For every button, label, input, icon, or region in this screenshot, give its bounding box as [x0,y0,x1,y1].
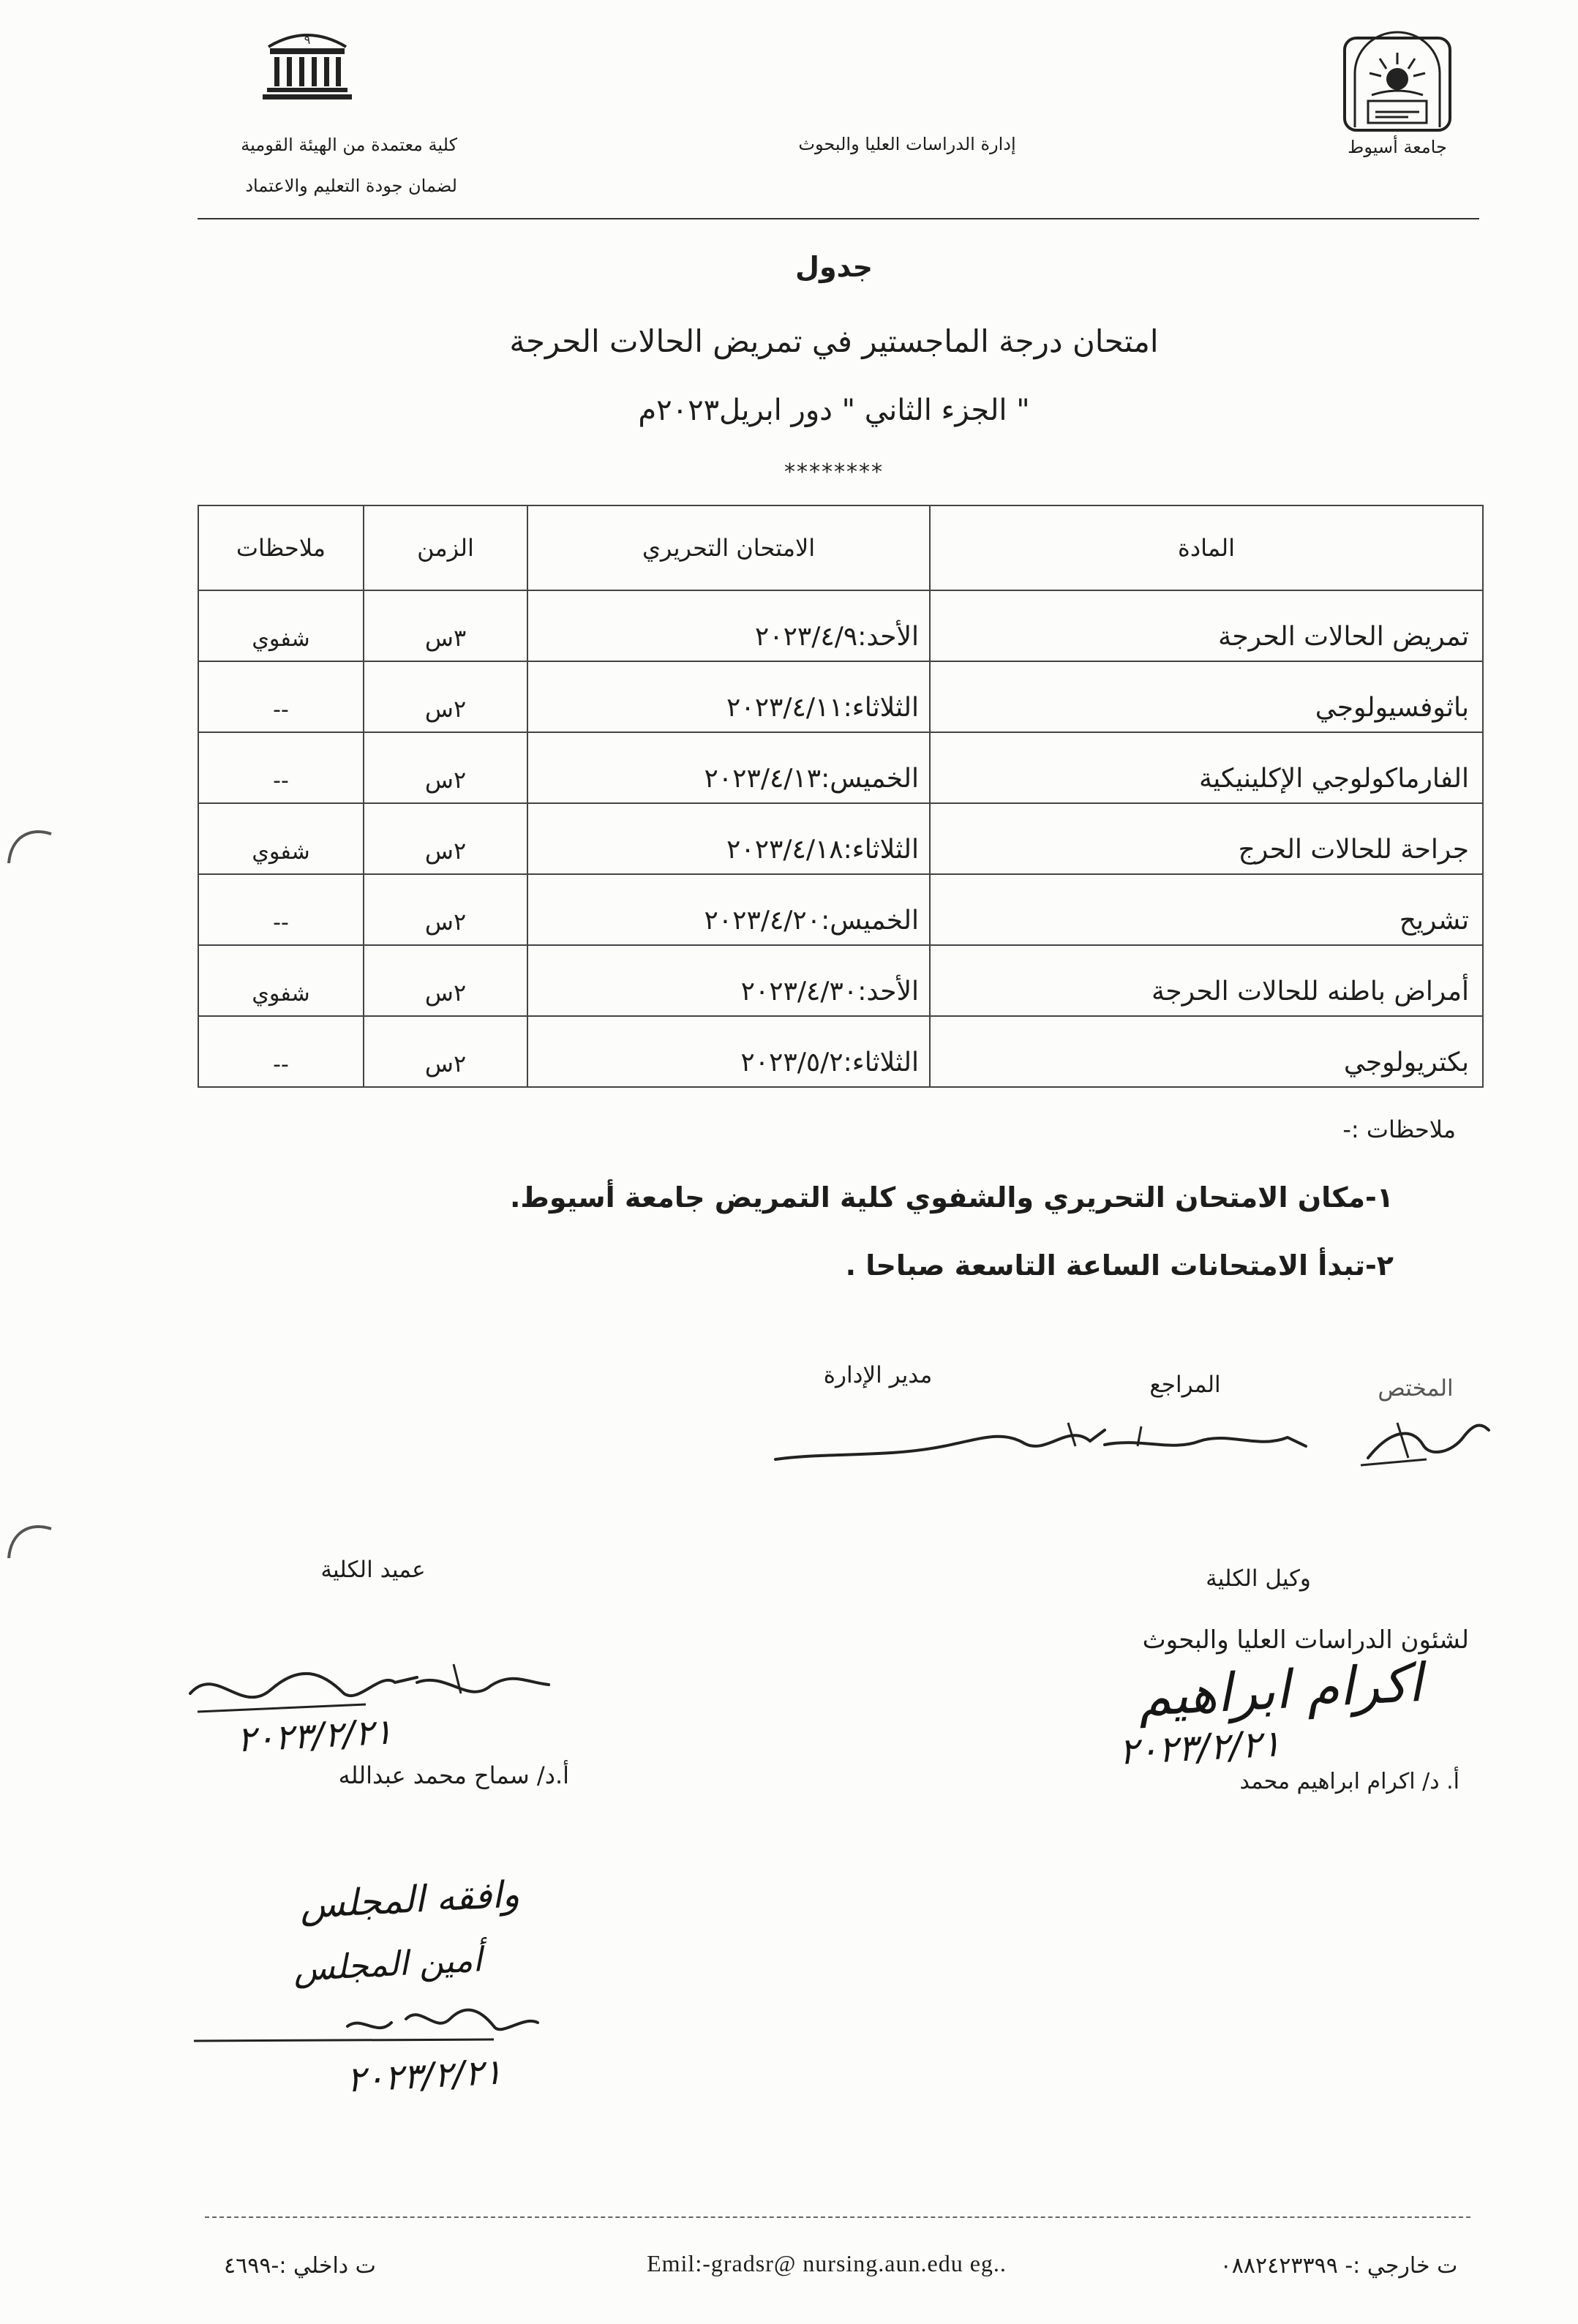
vice-dean-title: وكيل الكلية [1206,1565,1311,1592]
staff-signatures [761,1401,1492,1481]
faculty-accreditation [176,124,457,206]
vice-dean-handwritten-signature: اكرام ابراهيم [1136,1651,1424,1729]
cell-subject: تشريح [930,874,1483,945]
cell-subject: بكتريولوجي [930,1016,1483,1087]
vice-dean-handwritten-date: ٢٠٢٣/٢/٢١ [1117,1722,1282,1773]
cell-subject: باثوفسيولوجي [930,661,1483,732]
department-name: إدارة الدراسات العليا والبحوث [798,134,1016,154]
cell-duration: ٢س [364,945,527,1016]
punch-hole-mark [0,1514,66,1580]
table-row [198,661,1483,732]
faculty-accreditation-line1: كلية معتمدة من الهيئة القومية [241,135,457,155]
cell-notes: -- [198,661,364,732]
table-row [198,590,1483,661]
cell-duration: ٢س [364,1016,527,1087]
cell-duration: ٢س [364,732,527,803]
cell-written-exam: الثلاثاء:٢٠٢٣/٥/٢ [527,1016,930,1087]
council-secretary-handwriting: أمين المجلس [292,1939,484,1989]
contact-email: Emil:-gradsr@ nursing.aun.edu eg.. [647,2250,1007,2276]
header-duration: الزمن [364,505,527,590]
exam-title: امتحان درجة الماجستير في تمريض الحالات الحرجة [509,323,1159,359]
cell-written-exam: الأحد:٢٠٢٣/٤/٩ [527,590,930,661]
note-item: ١-مكان الامتحان التحريري والشفوي كلية التمريض جامعة أسيوط. [509,1181,1394,1214]
cell-written-exam: الأحد:٢٠٢٣/٤/٣٠ [527,945,930,1016]
cell-notes: شفوي [198,945,364,1016]
dean-handwritten-date: ٢٠٢٣/٢/٢١ [236,1711,394,1761]
header-notes: ملاحظات [198,505,364,590]
cell-duration: ٢س [364,661,527,732]
cell-written-exam: الثلاثاء:٢٠٢٣/٤/١٨ [527,803,930,874]
table-row [198,732,1483,803]
dean-title: عميد الكلية [320,1557,426,1583]
university-name: جامعة أسيوط [1348,137,1447,157]
footer-divider [205,2216,1470,2218]
cell-notes: -- [198,1016,364,1087]
university-logo [1339,28,1456,134]
council-signature [187,1997,552,2056]
council-handwritten-date: ٢٠٢٣/٢/٢١ [345,2051,503,2101]
document-heading: جدول [795,251,873,283]
table-row [198,1016,1483,1087]
header-subject: المادة [930,505,1483,590]
svg-text:٩: ٩ [304,33,311,47]
faculty-logo [260,22,355,104]
vice-dean-name: أ. د/ اكرام ابراهيم محمد [1239,1769,1459,1794]
cell-duration: ٣س [364,590,527,661]
faculty-accreditation-line2: لضمان جودة التعليم والاعتماد [245,176,457,196]
dean-name: أ.د/ سماح محمد عبدالله [338,1761,569,1789]
title-separator: ******** [784,459,884,485]
cell-duration: ٢س [364,803,527,874]
cell-duration: ٢س [364,874,527,945]
cell-subject: جراحة للحالات الحرج [930,803,1483,874]
director-label: مدير الإدارة [823,1362,933,1388]
header-divider [198,218,1479,219]
cell-notes: شفوي [198,590,364,661]
notes-heading: ملاحظات :- [1342,1116,1456,1143]
cell-written-exam: الخميس:٢٠٢٣/٤/٢٠ [527,874,930,945]
cell-subject: الفارماكولوجي الإكلينيكية [930,732,1483,803]
note-item: ٢-تبدأ الامتحانات الساعة التاسعة صباحا . [845,1249,1394,1282]
specialist-label: المختص [1378,1375,1454,1402]
exam-session: " الجزء الثاني " دور ابريل٢٠٢٣م [638,394,1030,427]
cell-subject: أمراض باطنه للحالات الحرجة [930,945,1483,1016]
council-approval-handwriting: وافقه المجلس [298,1873,521,1927]
header-written-exam: الامتحان التحريري [527,505,930,590]
table-row [198,803,1483,874]
internal-phone: ت داخلي :-٤٦٩٩ [224,2253,376,2279]
external-phone: ت خارجي :- ٠٨٨٢٤٢٣٣٩٩ [1220,2253,1458,2279]
cell-written-exam: الخميس:٢٠٢٣/٤/١٣ [527,732,930,803]
cell-notes: -- [198,732,364,803]
cell-written-exam: الثلاثاء:٢٠٢٣/٤/١١ [527,661,930,732]
exam-schedule-table [198,505,1484,1088]
cell-notes: -- [198,874,364,945]
table-row [198,874,1483,945]
cell-notes: شفوي [198,803,364,874]
reviewer-label: المراجع [1149,1372,1221,1398]
cell-subject: تمريض الحالات الحرجة [930,590,1483,661]
punch-hole-mark [0,819,66,885]
table-header-row [198,505,1483,590]
vice-dean-subtitle: لشئون الدراسات العليا والبحوث [1142,1625,1469,1655]
table-row [198,945,1483,1016]
